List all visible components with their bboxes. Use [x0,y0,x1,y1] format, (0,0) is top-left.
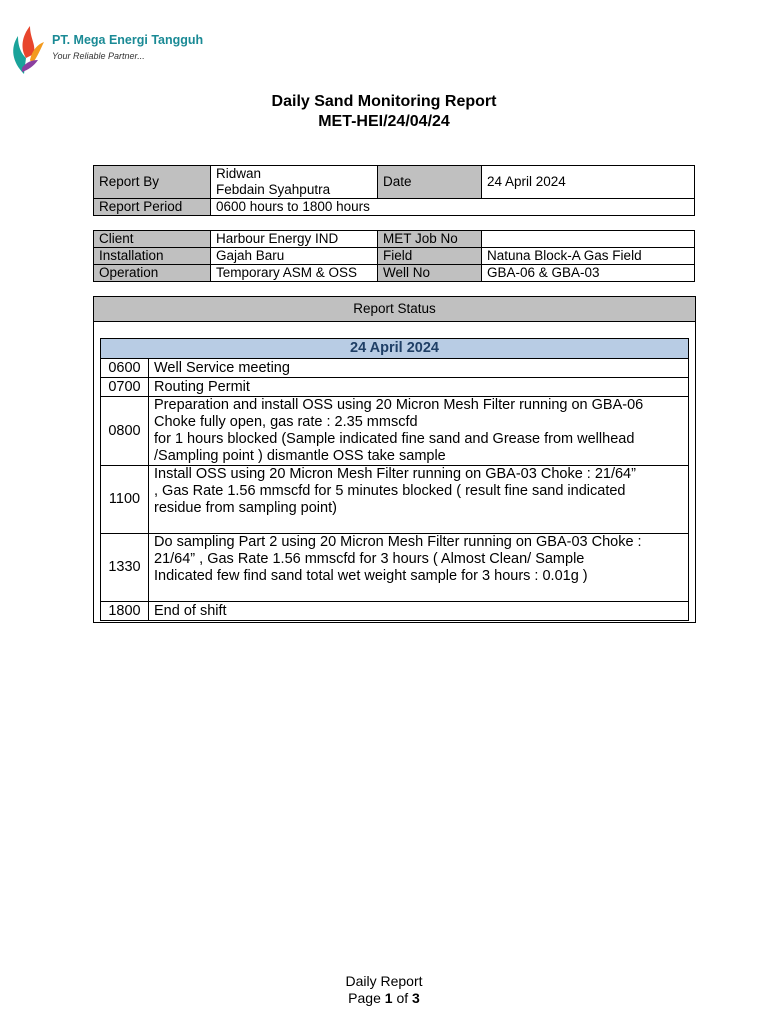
entry-description [149,466,689,534]
entry-line: End of shift [154,602,227,619]
report-period-value: 0600 hours to 1800 hours [211,199,695,216]
entry-line: /Sampling point ) dismantle OSS take sample [154,448,446,464]
entry-line: Indicated few find sand total wet weight sample for 3 hours : 0.01g ) [154,568,588,584]
entry-description [149,378,689,397]
job-no-value [482,231,695,248]
footer-label: Daily Report [345,973,423,989]
field-label: Field [378,248,482,265]
entry-line: Choke fully open, gas rate : 2.35 mmscfd [154,414,418,430]
installation-value: Gajah Baru [211,248,378,265]
page-prefix: Page [348,990,385,1006]
entry-description [149,534,689,602]
report-status-box [93,296,696,623]
company-tagline: Your Reliable Partner... [52,51,145,61]
entry-time: 1330 [101,534,149,602]
installation-label: Installation [94,248,211,265]
entry-time: 0700 [101,378,149,397]
table-row [101,397,689,466]
client-value: Harbour Energy IND [211,231,378,248]
page-number [0,990,768,1007]
entry-line: Well Service meeting [154,359,290,376]
page-current: 1 [384,990,393,1006]
job-no-label: MET Job No [378,231,482,248]
entry-time: 1800 [101,602,149,621]
report-number: MET-HEI/24/04/24 [318,113,450,130]
page-total: 3 [412,990,420,1006]
entry-line: , Gas Rate 1.56 mmscfd for 5 minutes blocked ( result fine sand indicated [154,483,626,499]
table-row [101,466,689,534]
operation-label: Operation [94,265,211,282]
well-no-value: GBA-06 & GBA-03 [482,265,695,282]
report-by-value [211,166,378,199]
date-value: 24 April 2024 [482,166,695,199]
company-logo [8,24,248,76]
table-row [101,359,689,378]
field-value: Natuna Block-A Gas Field [482,248,695,265]
operation-value: Temporary ASM & OSS [211,265,378,282]
entry-description [149,602,689,621]
table-row [101,534,689,602]
entry-description [149,359,689,378]
entry-line: 21/64” , Gas Rate 1.56 mmscfd for 3 hours ( Almost Clean/ Sample [154,551,585,567]
report-by-label: Report By [94,166,211,199]
company-name: PT. Mega Energi Tangguh [52,33,204,47]
report-by-name-2: Febdain Syahputra [216,182,331,197]
client-label: Client [94,231,211,248]
page-of: of [392,990,413,1006]
well-no-label: Well No [378,265,482,282]
entry-line: Do sampling Part 2 using 20 Micron Mesh Filter running on GBA-03 Choke : [154,534,642,550]
report-status-heading: Report Status [94,297,695,322]
report-by-name-1: Ridwan [216,166,262,181]
entry-time: 1100 [101,466,149,534]
entry-time: 0800 [101,397,149,466]
date-label: Date [378,166,482,199]
report-info-table [93,165,695,216]
entry-line: Preparation and install OSS using 20 Micron Mesh Filter running on GBA-06 [154,397,644,413]
report-period-label: Report Period [94,199,211,216]
table-row [101,378,689,397]
table-row [101,602,689,621]
entry-line: residue from sampling point) [154,500,337,516]
status-day-header: 24 April 2024 [101,339,689,359]
job-info-table [93,230,695,282]
entry-time: 0600 [101,359,149,378]
report-title: Daily Sand Monitoring Report [271,93,497,110]
logo-flame-icon [8,24,48,76]
status-log-table [100,338,689,621]
entry-line: Routing Permit [154,378,250,395]
entry-line: Install OSS using 20 Micron Mesh Filter running on GBA-03 Choke : 21/64” [154,466,636,482]
entry-description [149,397,689,466]
entry-line: for 1 hours blocked (Sample indicated fine sand and Grease from wellhead [154,431,635,447]
